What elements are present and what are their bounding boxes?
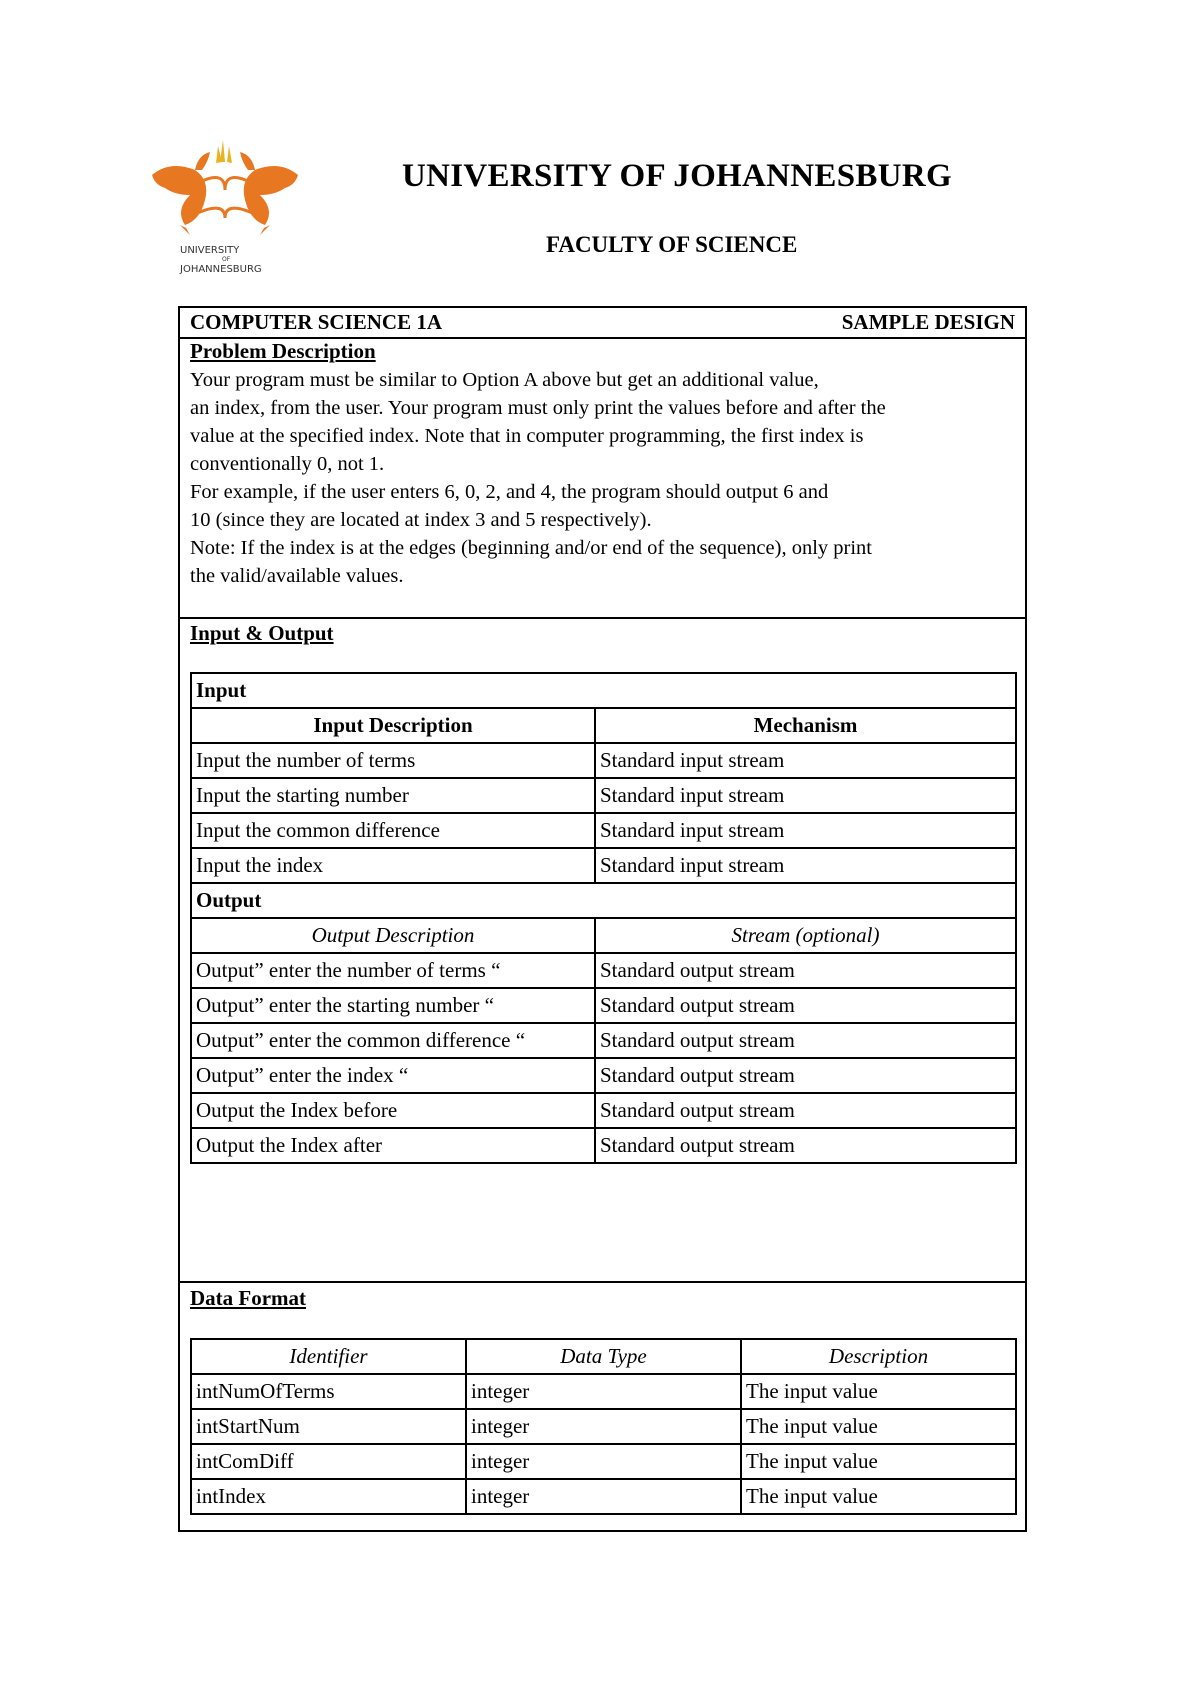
table-cell: Output the Index after (191, 1128, 595, 1163)
document-type: SAMPLE DESIGN (841, 310, 1015, 334)
description-line: an index, from the user. Your program must only print the values before and after the (190, 397, 886, 419)
column-header: Stream (optional) (595, 918, 1016, 953)
table-cell: Output” enter the common difference “ (191, 1023, 595, 1058)
table-header-row (191, 708, 1016, 743)
table-cell: integer (466, 1374, 741, 1409)
description-line: value at the specified index. Note that in computer programming, the first index is (190, 425, 864, 447)
table-row (191, 1023, 1016, 1058)
description-line: 10 (since they are located at index 3 and 5 respectively). (190, 509, 652, 531)
column-header: Mechanism (595, 708, 1016, 743)
table-row (191, 1128, 1016, 1163)
column-header: Description (741, 1339, 1016, 1374)
table-cell: The input value (741, 1409, 1016, 1444)
table-row (191, 743, 1016, 778)
column-header: Input Description (191, 708, 595, 743)
table-header-row (191, 1339, 1016, 1374)
table-cell: Standard input stream (595, 778, 1016, 813)
table-cell: Standard output stream (595, 1093, 1016, 1128)
output-group-label: Output (191, 883, 1016, 918)
table-row (191, 988, 1016, 1023)
table-cell: The input value (741, 1374, 1016, 1409)
section-divider (180, 1281, 1025, 1283)
document-header-row (180, 308, 1025, 339)
table-row (191, 1058, 1016, 1093)
description-line: the valid/available values. (190, 565, 404, 587)
table-cell: Input the common difference (191, 813, 595, 848)
table-row (191, 673, 1016, 708)
table-cell: intIndex (191, 1479, 466, 1514)
table-row (191, 1444, 1016, 1479)
problem-description-text (190, 366, 1020, 590)
description-line: Your program must be similar to Option A above but get an additional value, (190, 369, 819, 391)
table-cell: Standard input stream (595, 848, 1016, 883)
table-cell: Output” enter the index “ (191, 1058, 595, 1093)
table-cell: Input the index (191, 848, 595, 883)
column-header: Data Type (466, 1339, 741, 1374)
table-cell: Output” enter the starting number “ (191, 988, 595, 1023)
description-line: For example, if the user enters 6, 0, 2, and 4, the program should output 6 and (190, 481, 829, 503)
column-header: Identifier (191, 1339, 466, 1374)
table-row (191, 778, 1016, 813)
table-header-row (191, 918, 1016, 953)
table-cell: Standard output stream (595, 988, 1016, 1023)
data-format-table (190, 1338, 1017, 1515)
table-cell: intComDiff (191, 1444, 466, 1479)
table-cell: integer (466, 1409, 741, 1444)
table-cell: Input the starting number (191, 778, 595, 813)
table-cell: intNumOfTerms (191, 1374, 466, 1409)
section-divider (180, 617, 1025, 619)
table-cell: integer (466, 1444, 741, 1479)
table-cell: intStartNum (191, 1409, 466, 1444)
table-cell: Standard output stream (595, 1128, 1016, 1163)
table-cell: The input value (741, 1444, 1016, 1479)
table-cell: Standard output stream (595, 953, 1016, 988)
table-row (191, 883, 1016, 918)
description-line: conventionally 0, not 1. (190, 453, 385, 475)
design-document (178, 306, 1027, 1532)
table-cell: Standard output stream (595, 1058, 1016, 1093)
table-row (191, 1409, 1016, 1444)
logo-text-university: UNIVERSITY (180, 245, 240, 256)
course-name: COMPUTER SCIENCE 1A (190, 310, 443, 334)
problem-description-heading: Problem Description (190, 339, 376, 363)
table-cell: Output the Index before (191, 1093, 595, 1128)
table-row (191, 953, 1016, 988)
column-header: Output Description (191, 918, 595, 953)
table-cell: Input the number of terms (191, 743, 595, 778)
input-output-heading: Input & Output (190, 621, 334, 645)
table-cell: Output” enter the number of terms “ (191, 953, 595, 988)
logo-text-johannesburg: JOHANNESBURG (180, 264, 262, 275)
table-row (191, 1093, 1016, 1128)
table-cell: Standard input stream (595, 813, 1016, 848)
input-group-label: Input (191, 673, 1016, 708)
logo-wordmark (180, 244, 290, 276)
table-cell: Standard input stream (595, 743, 1016, 778)
university-title: UNIVERSITY OF JOHANNESBURG (402, 158, 952, 194)
table-row (191, 1479, 1016, 1514)
description-line: Note: If the index is at the edges (beginning and/or end of the sequence), only print (190, 537, 872, 559)
table-cell: The input value (741, 1479, 1016, 1514)
faculty-title: FACULTY OF SCIENCE (546, 232, 798, 257)
data-format-heading: Data Format (190, 1286, 307, 1310)
table-cell: integer (466, 1479, 741, 1514)
table-row (191, 1374, 1016, 1409)
table-row (191, 848, 1016, 883)
input-output-table (190, 672, 1017, 1164)
table-cell: Standard output stream (595, 1023, 1016, 1058)
logo-text-of: OF (222, 256, 231, 263)
table-row (191, 813, 1016, 848)
